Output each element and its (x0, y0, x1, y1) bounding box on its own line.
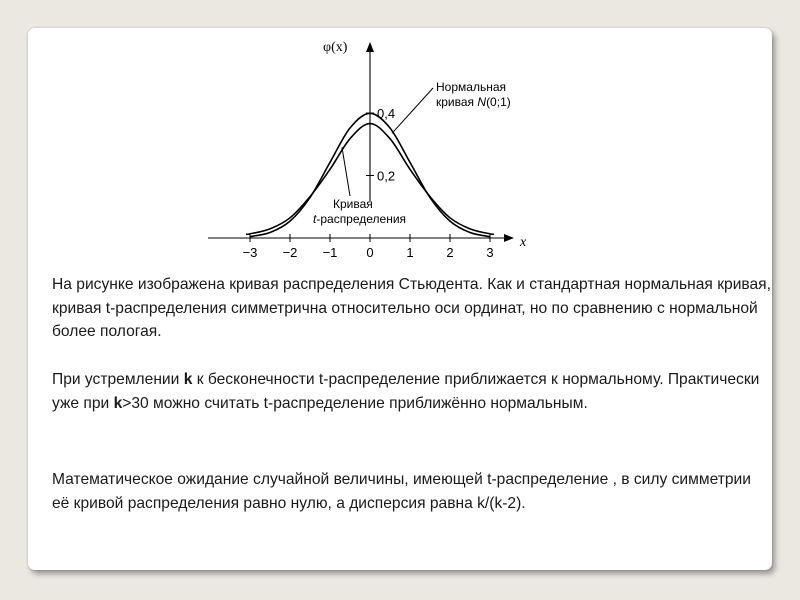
y-axis-arrow (366, 42, 374, 52)
x-axis-arrow (504, 234, 514, 242)
paragraph-description: На рисунке изображена кривая распределения Стьюдента. Как и стандартная нормальная кривая, кривая t-распределения симметрична относительно оси ординат, но по сравнению с нормальной более пологая. (52, 276, 771, 340)
x-tick-label: 0 (366, 245, 374, 260)
x-tick-label: 1 (406, 245, 414, 260)
t-curve-pointer (342, 147, 350, 196)
x-tick-label: −3 (242, 245, 258, 260)
t-curve-label-line1: Кривая (333, 197, 373, 211)
x-tick-label: 3 (486, 245, 494, 260)
y-tick-label: 0,2 (377, 168, 396, 184)
normal-curve-pointer (392, 88, 433, 133)
distribution-chart (28, 28, 772, 268)
x-axis-label: x (520, 235, 527, 250)
y-axis-label: φ(x) (323, 40, 348, 55)
t-curve-label-line2: t-распределения (313, 212, 407, 226)
y-tick-label: 0,4 (377, 106, 396, 121)
paragraph-moments: Математическое ожидание случайной величины, имеющей t-распределение , в силу симметрии её кривой распределения равно нулю, а дисперсия равна k/(k-2). (52, 471, 751, 512)
x-tick-label: −1 (322, 245, 338, 260)
normal-curve-label-line2: кривая N(0;1) (436, 95, 511, 109)
x-tick-label: 2 (446, 245, 454, 260)
paragraph-convergence: При устремлении k к бесконечности t-распределение приближается к нормальному. Практически уже при k>30 можно считать t-распределение приближённо нормальным. (52, 371, 760, 412)
slide (28, 28, 772, 570)
x-tick-label: −2 (282, 245, 298, 260)
normal-curve-label-line1: Нормальная (436, 80, 506, 94)
